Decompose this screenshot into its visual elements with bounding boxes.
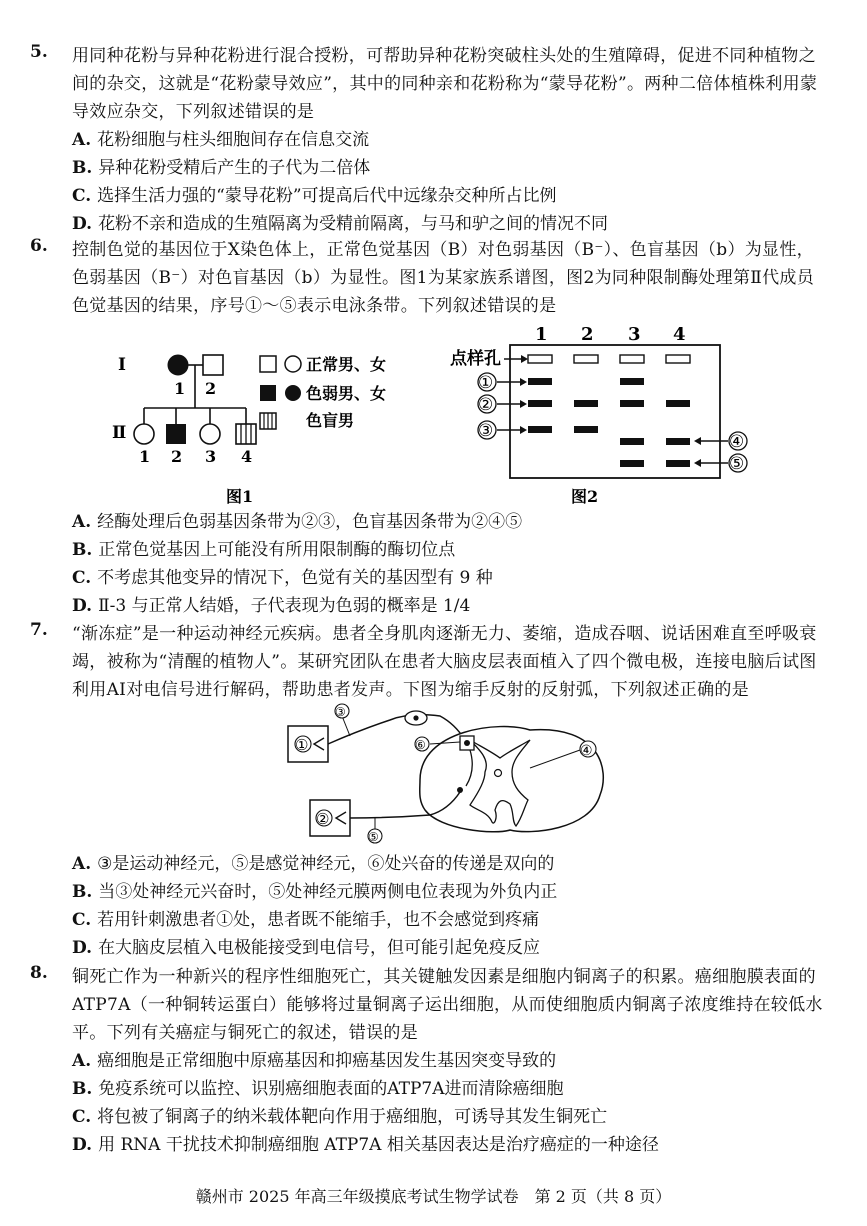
question-6 [30,236,830,320]
band-lane2-2 [574,400,598,407]
band-lane1-2 [528,400,552,407]
figure-2-caption: 图2 [571,487,599,506]
band-label-1: ① [478,373,494,393]
pedigree-ii3-normal-female [200,424,220,444]
legend-blind-label: 色盲男 [306,411,355,430]
well-label: 点样孔 [450,349,501,369]
option-c: C. 选择生活力强的“蒙导花粉”可提高后代中远缘杂交种所占比例 [72,186,557,206]
question-stem: “渐冻症”是一种运动神经元疾病。患者全身肌肉逐渐无力、萎缩，造成吞咽、说话困难直至呼吸衰竭，被称为“清醒的植物人”。某研究团队在患者大脑皮层表面植入了四个微电极，连接电脑后试图利用AI对电信号进行解码，帮助患者发声。下图为缩手反射的反射弧，下列叙述正确的是 [72,624,817,700]
generation-i-label: I [118,355,126,375]
question-stem: 控制色觉的基因位于X染色体上，正常色觉基因（B）对色弱基因（B⁻）、色盲基因（b）为显性，色弱基因（B⁻）对色盲基因（b）为显性。图1为某家族系谱图，图2为同种限制酶处理第Ⅱ代成员色觉基因的结果，序号①～⑤表示电泳条带。下列叙述错误的是 [72,240,815,316]
figure-1-pedigree [100,340,420,515]
generation-ii-label: Ⅱ [112,423,127,443]
label-3: ③ [335,705,346,719]
label-4: ④ [580,743,593,759]
label-6: ⑥ [415,738,426,752]
figure-2-gel [448,320,768,510]
band-lane3-2 [620,400,644,407]
well [574,355,598,363]
band-label-4: ④ [729,432,745,452]
lane-label-2: 2 [581,324,594,345]
legend-normal-female [285,356,301,372]
band-lane4-2 [666,400,690,407]
gel-box [510,345,720,478]
band-lane2-3 [574,426,598,433]
band-lane3-1 [620,378,644,385]
question-number: 5. [30,42,48,62]
question-stem: 铜死亡作为一种新兴的程序性细胞死亡，其关键触发因素是细胞内铜离子的积累。癌细胞膜表面的 ATP7A（一种铜转运蛋白）能够将过量铜离子运出细胞，从而使细胞质内铜离子浓度维持在较低水平。下列有关癌症与铜死亡的叙述，错误的是 [72,967,823,1043]
pedigree-i2-normal-male [203,355,223,375]
question-number: 7. [30,620,48,640]
svg-text:2: 2 [205,379,217,398]
label-1: ① [295,736,309,754]
option-b: B. 正常色觉基因上可能没有所用限制酶的酶切位点 [72,540,456,560]
question-8 [30,963,830,1159]
band-lane1-3 [528,426,552,433]
question-7 [30,620,830,704]
label-2: ② [316,810,330,828]
band-label-2: ② [478,395,494,415]
band-label-3: ③ [478,421,494,441]
option-b: B. 当③处神经元兴奋时，⑤处神经元膜两侧电位表现为外负内正 [72,882,558,902]
svg-text:3: 3 [205,447,217,466]
pedigree-i1-affected-female [168,355,188,375]
band-label-5: ⑤ [729,454,745,474]
question-7-options [30,850,830,962]
option-c: C. 若用针刺激患者①处，患者既不能缩手，也不会感觉到疼痛 [72,910,540,930]
lane-label-4: 4 [673,324,686,345]
option-b: B. 异种花粉受精后产生的子代为二倍体 [72,158,371,178]
page-footer: 赣州市 2025 年高三年级摸底考试生物学试卷 第 2 页（共 8 页） [195,1187,672,1206]
band-lane4-4 [666,438,690,445]
option-d: D. 花粉不亲和造成的生殖隔离为受精前隔离，与马和驴之间的情况不同 [72,214,609,234]
svg-text:2: 2 [171,447,183,466]
legend-normal-label: 正常男、女 [306,355,387,374]
option-a: A. 花粉细胞与柱头细胞间存在信息交流 [72,130,370,150]
option-b: B. 免疫系统可以监控、识别癌细胞表面的ATP7A进而清除癌细胞 [72,1079,564,1099]
option-d: D. 在大脑皮层植入电极能接受到电信号，但可能引起免疫反应 [72,938,541,958]
option-d: D. Ⅱ-3 与正常人结婚，子代表现为色弱的概率是 1/4 [72,596,471,616]
pedigree-ii1-normal-female [134,424,154,444]
legend-weak-male [260,385,276,401]
option-c: C. 将包被了铜离子的纳米载体靶向作用于癌细胞，可诱导其发生铜死亡 [72,1107,608,1127]
band-lane4-5 [666,460,690,467]
band-lane1-1 [528,378,552,385]
svg-text:1: 1 [174,379,186,398]
well [666,355,690,363]
option-c: C. 不考虑其他变异的情况下，色觉有关的基因型有 9 种 [72,568,493,588]
lane-label-3: 3 [628,324,641,345]
figure-1-caption: 图1 [226,487,254,506]
legend-weak-label: 色弱男、女 [306,384,387,403]
pedigree-ii2-weak-male [166,424,186,444]
option-a: A. ③是运动神经元，⑤是感觉神经元，⑥处兴奋的传递是双向的 [72,854,555,874]
question-number: 8. [30,963,48,983]
legend-normal-male [260,356,276,372]
question-stem: 用同种花粉与异种花粉进行混合授粉，可帮助异种花粉突破柱头处的生殖障碍，促进不同种植物之间的杂交，这就是“花粉蒙导效应”，其中的同种亲和花粉称为“蒙导花粉”。两种二倍体植株利用蒙导效应杂交，下列叙述错误的是 [72,46,818,122]
well [620,355,644,363]
question-6-options [30,508,830,620]
well [528,355,552,363]
band-lane3-4 [620,438,644,445]
option-a: A. 癌细胞是正常细胞中原癌基因和抑癌基因发生基因突变导致的 [72,1051,557,1071]
label-5: ⑤ [368,830,379,844]
lane-label-1: 1 [535,324,548,345]
option-a: A. 经酶处理后色弱基因条带为②③，色盲基因条带为②④⑤ [72,512,523,532]
band-lane3-5 [620,460,644,467]
svg-text:4: 4 [241,447,253,466]
reflex-arc-figure [280,700,620,850]
question-number: 6. [30,236,48,256]
legend-weak-female [285,385,301,401]
question-5 [30,42,830,238]
option-d: D. 用 RNA 干扰技术抑制癌细胞 ATP7A 相关基因表达是治疗癌症的一种途径 [72,1135,659,1155]
svg-text:1: 1 [139,447,151,466]
